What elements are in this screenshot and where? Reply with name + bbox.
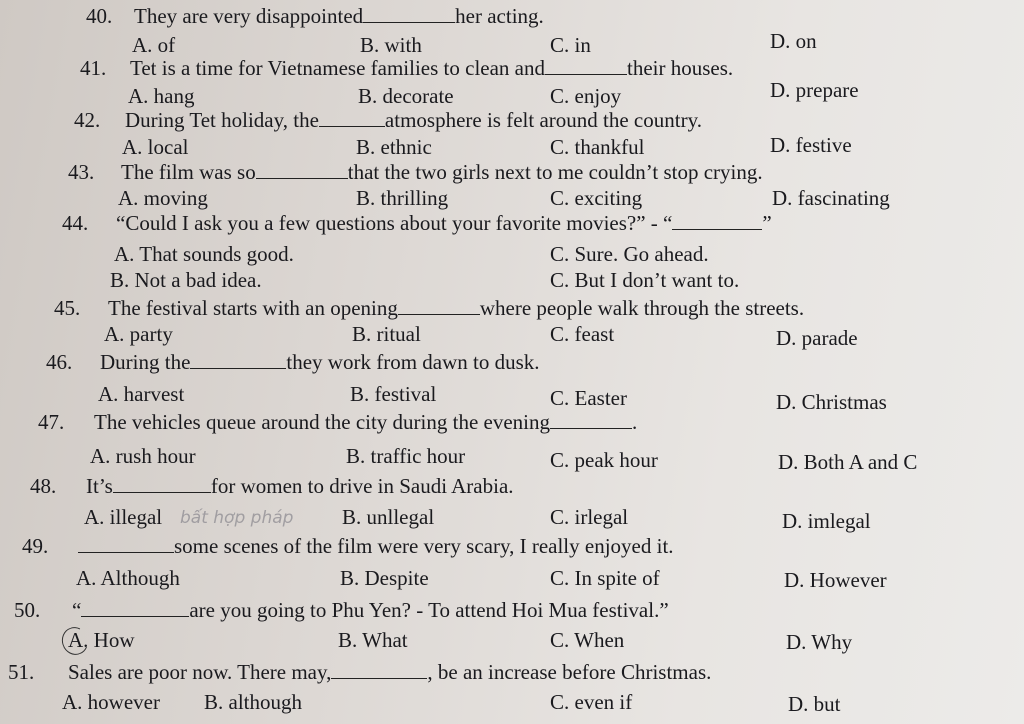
stem-before-blank: The vehicles queue around the city during the evening (94, 410, 551, 434)
stem-before-blank: The festival starts with an opening (108, 296, 398, 320)
question-number: 43. (68, 160, 95, 184)
answer-option: D. prepare (770, 78, 859, 102)
answer-option: D. Christmas (776, 390, 887, 414)
answer-option: A. That sounds good. (114, 242, 294, 266)
answer-option: B. with (360, 33, 422, 57)
answer-option: A. moving (118, 186, 208, 210)
answer-option: A. party (104, 322, 173, 346)
question-stem (108, 296, 804, 321)
answer-option: B. ritual (352, 322, 421, 346)
answer-option: A. of (132, 33, 176, 57)
question-43 (0, 160, 1024, 184)
answer-option: C. Sure. Go ahead. (550, 242, 709, 266)
question-number: 45. (54, 296, 81, 320)
question-stem (125, 108, 702, 133)
question-stem (116, 211, 772, 236)
answer-blank (550, 427, 632, 429)
stem-before-blank: It’s (86, 474, 113, 498)
question-stem (86, 474, 514, 499)
question-number: 48. (30, 474, 57, 498)
question-stem (100, 350, 540, 375)
answer-option: D. but (788, 692, 841, 716)
answer-option: C. irlegal (550, 505, 629, 529)
answer-option: A. hang (128, 84, 195, 108)
answer-option: D. on (770, 29, 817, 53)
answer-blank (363, 21, 455, 23)
answer-option: C. in (550, 33, 591, 57)
stem-before-blank: “Could I ask you a few questions about your favorite movies?” - “ (116, 211, 673, 235)
question-stem (121, 160, 763, 185)
stem-after-blank: for women to drive in Saudi Arabia. (210, 474, 514, 498)
stem-after-blank: are you going to Phu Yen? - To attend Hoi Mua festival.” (189, 598, 669, 622)
answer-blank (545, 73, 627, 75)
question-41 (0, 56, 1024, 80)
stem-after-blank: where people walk through the streets. (479, 296, 805, 320)
stem-after-blank: , be an increase before Christmas. (427, 660, 712, 684)
answer-option: B. thrilling (356, 186, 449, 210)
answer-option: A. How (68, 628, 135, 652)
answer-option: D. Both A and C (778, 450, 918, 474)
answer-blank (331, 677, 427, 679)
question-50 (0, 598, 1024, 622)
question-stem (72, 598, 669, 623)
question-40 (0, 4, 1024, 28)
question-51 (0, 660, 1024, 684)
answer-blank (256, 177, 348, 179)
answer-option: C. But I don’t want to. (550, 268, 740, 292)
answer-option: C. exciting (550, 186, 643, 210)
stem-after-blank: their houses. (627, 56, 734, 80)
answer-option: C. enjoy (550, 84, 622, 108)
answer-option: B. What (338, 628, 408, 652)
answer-option: B. ethnic (356, 135, 432, 159)
answer-option: A. local (122, 135, 189, 159)
stem-after-blank: atmosphere is felt around the country. (384, 108, 702, 132)
answer-option: C. When (550, 628, 625, 652)
stem-before-blank: The film was so (121, 160, 256, 184)
answer-option: B. decorate (358, 84, 454, 108)
stem-after-blank: ” (762, 211, 772, 235)
question-stem (78, 534, 674, 559)
answer-blank (78, 551, 174, 553)
stem-before-blank: They are very disappointed (134, 4, 364, 28)
answer-blank (672, 228, 762, 230)
question-45 (0, 296, 1024, 320)
answer-option: A. Although (76, 566, 180, 590)
answer-option: C. peak hour (550, 448, 658, 472)
question-number: 50. (14, 598, 41, 622)
question-number: 42. (74, 108, 101, 132)
answer-option: B. traffic hour (346, 444, 466, 468)
question-44 (0, 211, 1024, 235)
answer-option: A. rush hour (90, 444, 196, 468)
answer-option: C. thankful (550, 135, 645, 159)
question-stem (130, 56, 733, 81)
answer-blank (113, 491, 211, 493)
stem-before-blank: Tet is a time for Vietnamese families to clean and (130, 56, 545, 80)
answer-option: B. festival (350, 382, 437, 406)
answer-option: B. Despite (340, 566, 429, 590)
answer-option: D. However (784, 568, 887, 592)
stem-after-blank: some scenes of the film were very scary, I really enjoyed it. (174, 534, 674, 558)
question-number: 41. (80, 56, 107, 80)
answer-option: A. harvest (98, 382, 185, 406)
stem-after-blank: that the two girls next to me couldn’t stop crying. (347, 160, 763, 184)
stem-after-blank: . (632, 410, 638, 434)
stem-before-blank: During the (100, 350, 191, 374)
question-stem (134, 4, 544, 29)
answer-option: A. illegal (84, 505, 163, 529)
answer-option: B. Not a bad idea. (110, 268, 262, 292)
question-47 (0, 410, 1024, 434)
answer-option: D. Why (786, 630, 853, 654)
stem-before-blank: “ (72, 598, 82, 622)
answer-option: D. parade (776, 326, 858, 350)
answer-option: C. Easter (550, 386, 627, 410)
answer-blank (398, 313, 480, 315)
answer-option: D. imlegal (782, 509, 871, 533)
question-42 (0, 108, 1024, 132)
question-number: 40. (86, 4, 113, 28)
stem-after-blank: they work from dawn to dusk. (286, 350, 540, 374)
answer-option: D. fascinating (772, 186, 890, 210)
question-stem (94, 410, 637, 435)
answer-option: D. festive (770, 133, 852, 157)
answer-option: A. however (62, 690, 160, 714)
answer-blank (190, 367, 286, 369)
question-48 (0, 474, 1024, 498)
stem-before-blank: During Tet holiday, the (125, 108, 319, 132)
question-46 (0, 350, 1024, 374)
question-number: 44. (62, 211, 89, 235)
stem-before-blank: Sales are poor now. There may, (68, 660, 332, 684)
answer-blank (319, 125, 385, 127)
question-49 (0, 534, 1024, 558)
stem-after-blank: her acting. (455, 4, 544, 28)
question-number: 47. (38, 410, 65, 434)
question-number: 51. (8, 660, 35, 684)
answer-option: B. although (204, 690, 302, 714)
answer-option: C. feast (550, 322, 615, 346)
pencil-note: bất hợp pháp (180, 508, 294, 528)
answer-blank (81, 615, 189, 617)
answer-option: B. unllegal (342, 505, 435, 529)
answer-option: C. In spite of (550, 566, 660, 590)
answer-option: C. even if (550, 690, 633, 714)
question-number: 49. (22, 534, 49, 558)
question-number: 46. (46, 350, 73, 374)
question-stem (68, 660, 711, 685)
